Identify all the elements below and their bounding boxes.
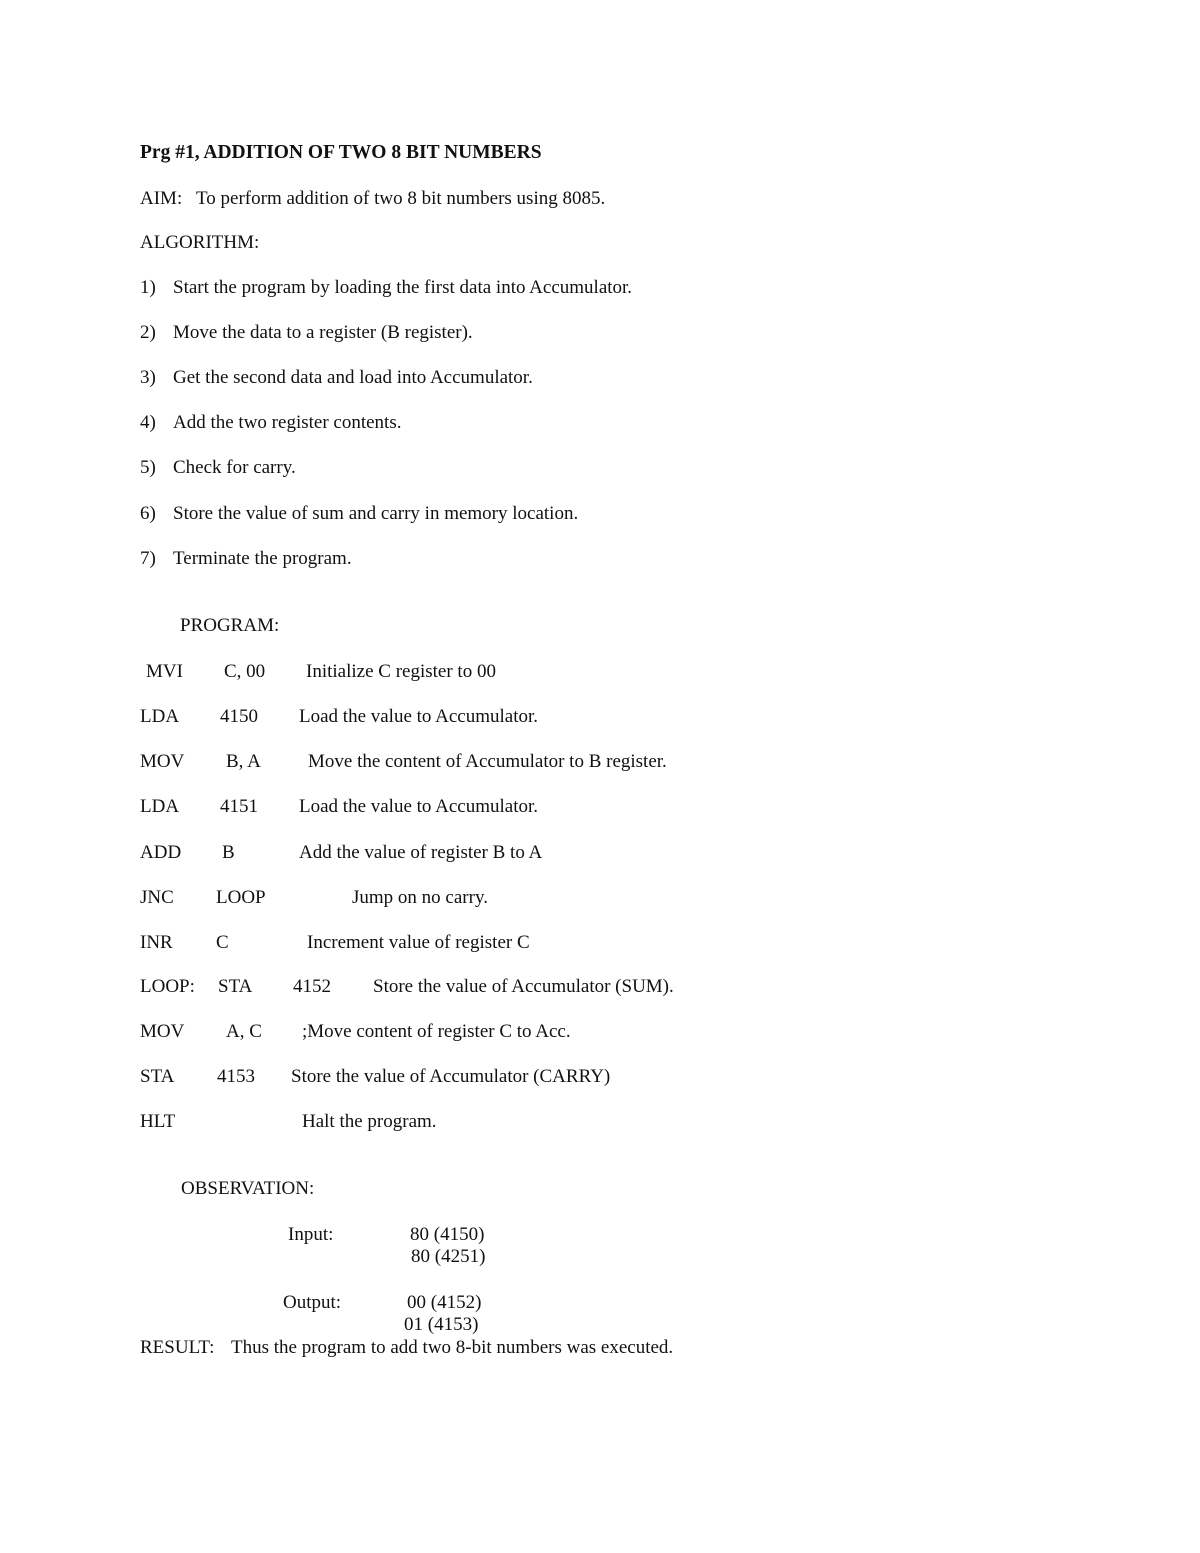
program-comment: Load the value to Accumulator. xyxy=(299,706,539,727)
program-mnemonic: STA xyxy=(140,1066,175,1087)
program-operand: B xyxy=(222,842,235,863)
result-label: RESULT: xyxy=(140,1337,215,1358)
step-number: 6) xyxy=(140,503,156,524)
input-value: 80 (4251) xyxy=(411,1246,486,1267)
program-comment: Initialize C register to 00 xyxy=(306,661,496,682)
step-number: 3) xyxy=(140,367,156,388)
program-operand: 4153 xyxy=(217,1066,255,1087)
program-comment: Store the value of Accumulator (CARRY) xyxy=(291,1066,611,1087)
program-mnemonic: LDA xyxy=(140,796,180,817)
result-text: Thus the program to add two 8-bit numbers was executed. xyxy=(231,1337,674,1358)
program-mnemonic: MVI xyxy=(146,661,183,682)
aim-label: AIM: xyxy=(140,188,183,209)
step-number: 1) xyxy=(140,277,156,298)
program-operand: B, A xyxy=(226,751,261,772)
page-title: Prg #1, ADDITION OF TWO 8 BIT NUMBERS xyxy=(140,142,542,163)
program-comment: Store the value of Accumulator (SUM). xyxy=(373,976,674,997)
output-value: 01 (4153) xyxy=(404,1314,479,1335)
program-comment: Halt the program. xyxy=(302,1111,437,1132)
program-comment: Load the value to Accumulator. xyxy=(299,796,539,817)
step-text: Get the second data and load into Accumulator. xyxy=(173,367,533,388)
algorithm-heading: ALGORITHM: xyxy=(140,232,260,253)
program-mnemonic: ADD xyxy=(140,842,182,863)
program-comment: ;Move content of register C to Acc. xyxy=(302,1021,571,1042)
observation-heading: OBSERVATION: xyxy=(181,1178,315,1199)
program-mnemonic: LDA xyxy=(140,706,180,727)
program-label: LOOP: xyxy=(140,976,195,997)
program-mnemonic: INR xyxy=(140,932,173,953)
program-mnemonic: JNC xyxy=(140,887,174,908)
program-mnemonic: STA xyxy=(218,976,253,997)
input-value: 80 (4150) xyxy=(410,1224,485,1245)
program-operand: LOOP xyxy=(216,887,266,908)
step-number: 2) xyxy=(140,322,156,343)
step-text: Store the value of sum and carry in memory location. xyxy=(173,503,579,524)
program-operand: A, C xyxy=(226,1021,262,1042)
program-operand: 4151 xyxy=(220,796,258,817)
output-label: Output: xyxy=(283,1292,342,1313)
program-operand: C, 00 xyxy=(224,661,266,682)
program-mnemonic: HLT xyxy=(140,1111,176,1132)
step-text: Check for carry. xyxy=(173,457,296,478)
program-comment: Jump on no carry. xyxy=(352,887,488,908)
program-comment: Move the content of Accumulator to B register. xyxy=(308,751,667,772)
step-text: Move the data to a register (B register). xyxy=(173,322,473,343)
input-label: Input: xyxy=(288,1224,334,1245)
step-text: Add the two register contents. xyxy=(173,412,402,433)
aim-text: To perform addition of two 8 bit numbers using 8085. xyxy=(196,188,606,209)
program-comment: Add the value of register B to A xyxy=(299,842,543,863)
program-operand: C xyxy=(216,932,229,953)
step-text: Terminate the program. xyxy=(173,548,352,569)
step-number: 4) xyxy=(140,412,156,433)
step-number: 7) xyxy=(140,548,156,569)
output-value: 00 (4152) xyxy=(407,1292,482,1313)
program-mnemonic: MOV xyxy=(140,751,185,772)
program-mnemonic: MOV xyxy=(140,1021,185,1042)
program-comment: Increment value of register C xyxy=(307,932,530,953)
program-heading: PROGRAM: xyxy=(180,615,280,636)
step-number: 5) xyxy=(140,457,156,478)
program-operand: 4150 xyxy=(220,706,258,727)
step-text: Start the program by loading the first data into Accumulator. xyxy=(173,277,633,298)
program-operand: 4152 xyxy=(293,976,331,997)
